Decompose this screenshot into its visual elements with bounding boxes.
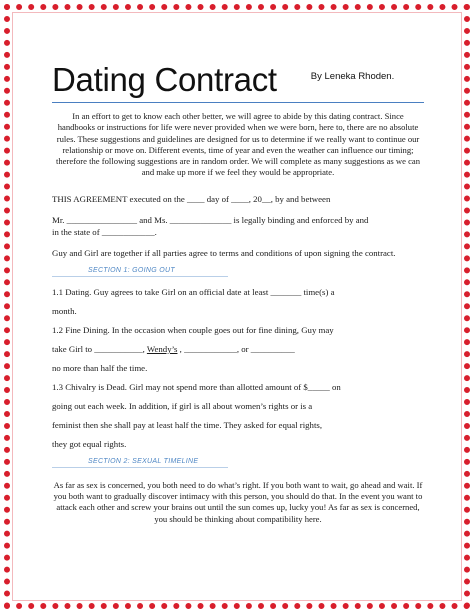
agreement-line-2: Mr. ________________ and Ms. ______________ is legally binding and enforced by and (52, 214, 369, 225)
intro-paragraph: In an effort to get to know each other better, we will agree to abide by this dating contract. Since handbooks or instructions for life were never provided when we were born, here to, there are no absolute rules. These suggestions and guidelines are designed for us to determine if we really want to continue our relationship or move on. Different events, time of year and even the weather can influence our timing; therefore the following suggestions are in random order. We will complete as many suggestions as we can and make up more if we feel they would be appropriate. (55, 111, 421, 178)
item-1-1-line-2: month. (52, 305, 77, 316)
item-1-3-line-2: going out each week. In addition, if girl is all about women’s rights or is a (52, 400, 313, 411)
item-1-2-line-1: 1.2 Fine Dining. In the occasion when couple goes out for fine dining, Guy may (52, 324, 334, 335)
section-2-heading: SECTION 2: SEXUAL TIMELINE (52, 458, 228, 468)
agreement-line-3: in the state of ____________. (52, 226, 157, 237)
agreement-line-1: THIS AGREEMENT executed on the ____ day of ____, 20__, by and between (52, 193, 331, 204)
item-1-1-line-1: 1.1 Dating. Guy agrees to take Girl on an official date at least _______ time(s) a (52, 286, 335, 297)
item-1-3-line-4: they got equal rights. (52, 438, 127, 449)
parties-paragraph: Guy and Girl are together if all parties agree to terms and conditions of upon signing the contract. (52, 247, 396, 258)
wendys-link[interactable]: Wendy’s (146, 343, 178, 354)
item-1-3-line-3: feminist then she shall pay at least half the time. They asked for equal rights, (52, 419, 323, 430)
section-1-heading: SECTION 1: GOING OUT (52, 267, 228, 277)
item-1-2-line-3: no more than half the time. (52, 362, 148, 373)
item-1-3-line-1: 1.3 Chivalry is Dead. Girl may not spend more than allotted amount of $_____ on (52, 381, 341, 392)
title-row (52, 56, 424, 103)
item-1-2-pre: take Girl to ___________, (52, 343, 147, 354)
document-title: Dating Contract (52, 61, 277, 98)
document-author: By Leneka Rhoden. (310, 71, 395, 82)
document-body (52, 56, 424, 525)
item-1-2-post: , ____________, or __________ (177, 343, 295, 354)
item-1-2-line-2 (52, 343, 424, 355)
section-2-paragraph: As far as sex is concerned, you both need to do what’s right. If you both want to wait, go ahead and wait. If you both want to gradually discover intimacy with this person, you should do that. In the event you want to attack each other and screw your brains out until the sun comes up, lucky you! As far as sex is concerned, you should be thinking about compatibility here. (53, 479, 423, 524)
